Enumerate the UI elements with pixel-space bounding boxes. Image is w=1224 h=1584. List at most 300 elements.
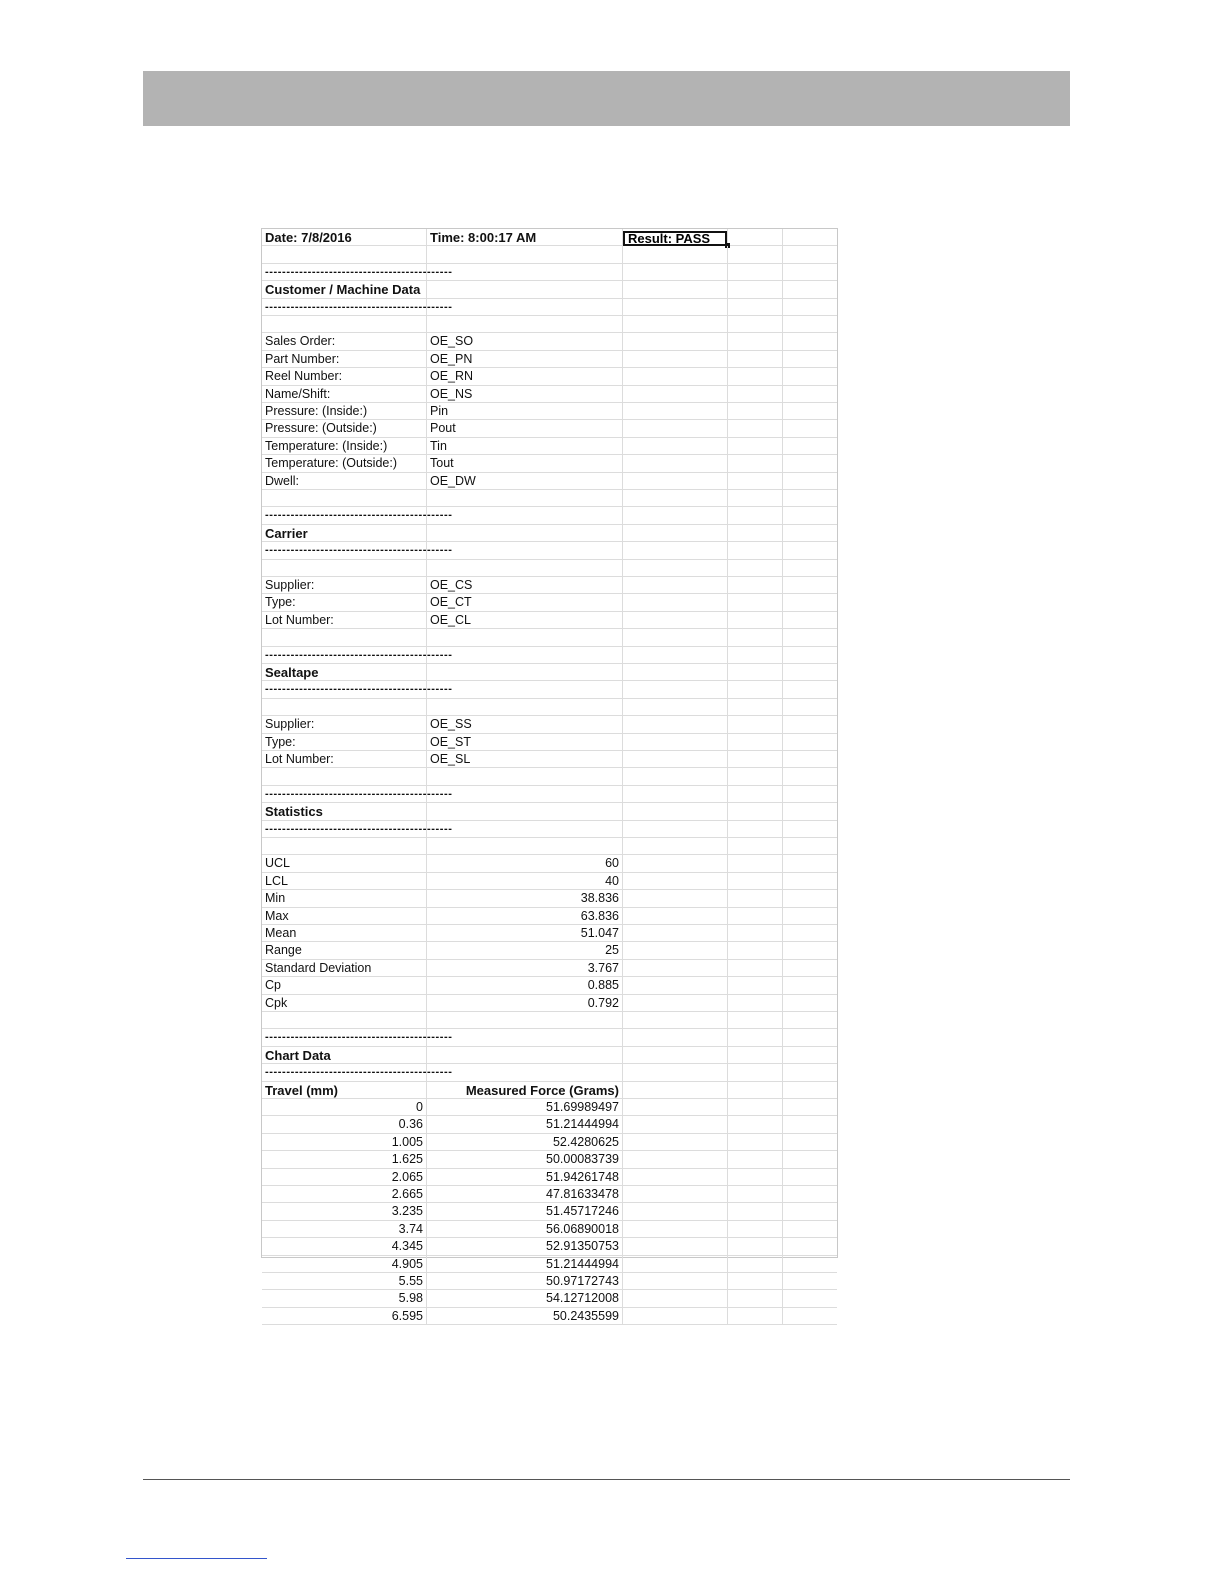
cell-c3[interactable] xyxy=(623,525,728,541)
cell-c5[interactable] xyxy=(783,507,837,523)
field-label[interactable]: LCL xyxy=(262,873,427,889)
cell-c3[interactable] xyxy=(623,455,728,471)
divider-dashes[interactable]: -------------------------------------------- xyxy=(262,299,427,315)
cell-c2[interactable] xyxy=(427,1047,623,1063)
cell-c5[interactable] xyxy=(783,873,837,889)
cell-c4[interactable] xyxy=(728,246,783,262)
cell-c5[interactable] xyxy=(783,803,837,819)
travel-value[interactable]: 0.36 xyxy=(262,1116,427,1132)
cell-c4[interactable] xyxy=(728,925,783,941)
cell-c4[interactable] xyxy=(728,1203,783,1219)
cell-c1[interactable] xyxy=(262,490,427,506)
cell-c4[interactable] xyxy=(728,403,783,419)
cell-c4[interactable] xyxy=(728,960,783,976)
cell-c3[interactable] xyxy=(623,1203,728,1219)
travel-value[interactable]: 5.55 xyxy=(262,1273,427,1289)
cell-c5[interactable] xyxy=(783,333,837,349)
cell-c5[interactable] xyxy=(783,386,837,402)
cell-c3[interactable] xyxy=(623,386,728,402)
cell-c4[interactable] xyxy=(728,838,783,854)
field-label[interactable]: Pressure: (Outside:) xyxy=(262,420,427,436)
cell-c4[interactable] xyxy=(728,490,783,506)
travel-header[interactable]: Travel (mm) xyxy=(262,1082,427,1098)
force-value[interactable]: 52.91350753 xyxy=(427,1238,623,1254)
cell-c3[interactable] xyxy=(623,942,728,958)
result-cell[interactable]: Result: PASS xyxy=(623,231,727,246)
cell-c3[interactable] xyxy=(623,925,728,941)
cell-c3[interactable] xyxy=(623,1290,728,1306)
cell-c3[interactable] xyxy=(623,264,728,280)
cell-c5[interactable] xyxy=(783,542,837,558)
cell-c2[interactable] xyxy=(427,647,623,663)
cell-c4[interactable] xyxy=(728,542,783,558)
cell-c4[interactable] xyxy=(728,1047,783,1063)
force-value[interactable]: 52.4280625 xyxy=(427,1134,623,1150)
cell-c4[interactable] xyxy=(728,699,783,715)
force-value[interactable]: 56.06890018 xyxy=(427,1221,623,1237)
field-value[interactable]: OE_CL xyxy=(427,612,623,628)
cell-c3[interactable] xyxy=(623,542,728,558)
travel-value[interactable]: 3.235 xyxy=(262,1203,427,1219)
cell-c3[interactable] xyxy=(623,751,728,767)
cell-c4[interactable] xyxy=(728,1290,783,1306)
cell-c2[interactable] xyxy=(427,507,623,523)
force-value[interactable]: 54.12712008 xyxy=(427,1290,623,1306)
force-value[interactable]: 51.21444994 xyxy=(427,1256,623,1272)
force-header[interactable]: Measured Force (Grams) xyxy=(427,1082,623,1098)
cell-c2[interactable] xyxy=(427,560,623,576)
cell-c5[interactable] xyxy=(783,577,837,593)
cell-c2[interactable] xyxy=(427,681,623,697)
cell-c3[interactable] xyxy=(623,873,728,889)
divider-dashes[interactable]: -------------------------------------------- xyxy=(262,647,427,663)
cell-c4[interactable] xyxy=(728,908,783,924)
cell-c5[interactable] xyxy=(783,594,837,610)
cell-c1[interactable] xyxy=(262,1012,427,1028)
divider-dashes[interactable]: -------------------------------------------- xyxy=(262,821,427,837)
cell-c4[interactable] xyxy=(728,1273,783,1289)
cell-c2[interactable] xyxy=(427,246,623,262)
cell-c5[interactable] xyxy=(783,1116,837,1132)
cell-c3[interactable] xyxy=(623,995,728,1011)
cell-c5[interactable] xyxy=(783,925,837,941)
field-value[interactable]: 51.047 xyxy=(427,925,623,941)
cell-c4[interactable] xyxy=(728,995,783,1011)
cell-c4[interactable] xyxy=(728,1029,783,1045)
cell-c4[interactable] xyxy=(728,1012,783,1028)
cell-c5[interactable] xyxy=(783,403,837,419)
divider-dashes[interactable]: -------------------------------------------- xyxy=(262,1029,427,1045)
field-value[interactable]: OE_PN xyxy=(427,351,623,367)
cell-c5[interactable] xyxy=(783,368,837,384)
cell-c3[interactable] xyxy=(623,1151,728,1167)
cell-c3[interactable] xyxy=(623,699,728,715)
cell-c2[interactable] xyxy=(427,264,623,280)
field-value[interactable]: 0.792 xyxy=(427,995,623,1011)
travel-value[interactable]: 4.345 xyxy=(262,1238,427,1254)
field-label[interactable]: Max xyxy=(262,908,427,924)
cell-c4[interactable] xyxy=(728,507,783,523)
cell-c1[interactable] xyxy=(262,629,427,645)
field-label[interactable]: Name/Shift: xyxy=(262,386,427,402)
cell-c3[interactable] xyxy=(623,1221,728,1237)
field-label[interactable]: Reel Number: xyxy=(262,368,427,384)
travel-value[interactable]: 1.625 xyxy=(262,1151,427,1167)
cell-c4[interactable] xyxy=(728,1116,783,1132)
cell-c4[interactable] xyxy=(728,664,783,680)
cell-c3[interactable] xyxy=(623,473,728,489)
cell-c3[interactable] xyxy=(623,1116,728,1132)
cell-c3[interactable] xyxy=(623,368,728,384)
cell-c4[interactable] xyxy=(728,386,783,402)
field-label[interactable]: Temperature: (Inside:) xyxy=(262,438,427,454)
cell-c3[interactable] xyxy=(623,299,728,315)
travel-value[interactable]: 4.905 xyxy=(262,1256,427,1272)
field-label[interactable]: Part Number: xyxy=(262,351,427,367)
cell-c1[interactable] xyxy=(262,316,427,332)
force-value[interactable]: 51.69989497 xyxy=(427,1099,623,1115)
cell-c4[interactable] xyxy=(728,751,783,767)
cell-c3[interactable] xyxy=(623,1047,728,1063)
divider-dashes[interactable]: -------------------------------------------- xyxy=(262,264,427,280)
cell-c3[interactable] xyxy=(623,821,728,837)
cell-c4[interactable] xyxy=(728,316,783,332)
cell-c4[interactable] xyxy=(728,1308,783,1324)
cell-c5[interactable] xyxy=(783,1308,837,1324)
cell-c2[interactable] xyxy=(427,542,623,558)
section-title[interactable]: Statistics xyxy=(262,803,427,819)
divider-dashes[interactable]: -------------------------------------------- xyxy=(262,681,427,697)
field-value[interactable]: OE_DW xyxy=(427,473,623,489)
cell-c5[interactable] xyxy=(783,1186,837,1202)
cell-c5[interactable] xyxy=(783,490,837,506)
cell-c4[interactable] xyxy=(728,333,783,349)
cell-c3[interactable] xyxy=(623,786,728,802)
cell-c3[interactable] xyxy=(623,855,728,871)
divider-dashes[interactable]: -------------------------------------------- xyxy=(262,1064,427,1080)
cell-c1[interactable] xyxy=(262,838,427,854)
cell-c3[interactable] xyxy=(623,1238,728,1254)
cell-c5[interactable] xyxy=(783,908,837,924)
cell-c5[interactable] xyxy=(783,838,837,854)
cell-c3[interactable] xyxy=(623,351,728,367)
cell-c4[interactable] xyxy=(728,438,783,454)
cell-c4[interactable] xyxy=(728,229,783,245)
cell-c4[interactable] xyxy=(728,525,783,541)
cell-c5[interactable] xyxy=(783,1047,837,1063)
cell-c5[interactable] xyxy=(783,890,837,906)
cell-c5[interactable] xyxy=(783,681,837,697)
force-value[interactable]: 50.2435599 xyxy=(427,1308,623,1324)
field-label[interactable]: Dwell: xyxy=(262,473,427,489)
force-value[interactable]: 51.45717246 xyxy=(427,1203,623,1219)
cell-c5[interactable] xyxy=(783,751,837,767)
cell-c5[interactable] xyxy=(783,420,837,436)
cell-c5[interactable] xyxy=(783,1082,837,1098)
cell-c3[interactable] xyxy=(623,716,728,732)
field-value[interactable]: 40 xyxy=(427,873,623,889)
cell-c2[interactable] xyxy=(427,803,623,819)
cell-c3[interactable] xyxy=(623,1064,728,1080)
cell-c4[interactable] xyxy=(728,1099,783,1115)
divider-dashes[interactable]: -------------------------------------------- xyxy=(262,507,427,523)
cell-c5[interactable] xyxy=(783,1273,837,1289)
cell-c5[interactable] xyxy=(783,786,837,802)
force-value[interactable]: 51.94261748 xyxy=(427,1169,623,1185)
cell-c5[interactable] xyxy=(783,1134,837,1150)
cell-c3[interactable] xyxy=(623,838,728,854)
field-value[interactable]: 0.885 xyxy=(427,977,623,993)
field-value[interactable]: 25 xyxy=(427,942,623,958)
cell-c4[interactable] xyxy=(728,281,783,297)
cell-c3[interactable] xyxy=(623,1169,728,1185)
field-value[interactable]: 63.836 xyxy=(427,908,623,924)
cell-c2[interactable] xyxy=(427,629,623,645)
cell-c3[interactable] xyxy=(623,629,728,645)
cell-c4[interactable] xyxy=(728,368,783,384)
cell-c4[interactable] xyxy=(728,1238,783,1254)
cell-c4[interactable] xyxy=(728,1134,783,1150)
cell-c5[interactable] xyxy=(783,351,837,367)
cell-c5[interactable] xyxy=(783,1064,837,1080)
field-label[interactable]: Temperature: (Outside:) xyxy=(262,455,427,471)
cell-c2[interactable] xyxy=(427,281,623,297)
cell-c3[interactable] xyxy=(623,1186,728,1202)
cell-c3[interactable] xyxy=(623,490,728,506)
cell-c2[interactable] xyxy=(427,1029,623,1045)
cell-c4[interactable] xyxy=(728,577,783,593)
cell-c3[interactable] xyxy=(623,681,728,697)
field-value[interactable]: OE_SS xyxy=(427,716,623,732)
cell-c4[interactable] xyxy=(728,1221,783,1237)
cell-c3[interactable] xyxy=(623,664,728,680)
cell-c4[interactable] xyxy=(728,768,783,784)
cell-c5[interactable] xyxy=(783,455,837,471)
cell-c2[interactable] xyxy=(427,699,623,715)
force-value[interactable]: 50.00083739 xyxy=(427,1151,623,1167)
field-value[interactable]: OE_ST xyxy=(427,734,623,750)
travel-value[interactable]: 2.665 xyxy=(262,1186,427,1202)
cell-c2[interactable] xyxy=(427,490,623,506)
cell-c5[interactable] xyxy=(783,1012,837,1028)
cell-c5[interactable] xyxy=(783,942,837,958)
cell-c4[interactable] xyxy=(728,977,783,993)
cell-c4[interactable] xyxy=(728,1169,783,1185)
cell-c5[interactable] xyxy=(783,246,837,262)
cell-c5[interactable] xyxy=(783,229,837,245)
cell-c2[interactable] xyxy=(427,1012,623,1028)
divider-dashes[interactable]: -------------------------------------------- xyxy=(262,786,427,802)
cell-c5[interactable] xyxy=(783,1256,837,1272)
cell-c5[interactable] xyxy=(783,1221,837,1237)
cell-c5[interactable] xyxy=(783,316,837,332)
cell-c5[interactable] xyxy=(783,1029,837,1045)
field-value[interactable]: 3.767 xyxy=(427,960,623,976)
field-value[interactable]: Pin xyxy=(427,403,623,419)
cell-c5[interactable] xyxy=(783,1238,837,1254)
field-label[interactable]: Supplier: xyxy=(262,577,427,593)
field-label[interactable]: Range xyxy=(262,942,427,958)
cell-c3[interactable] xyxy=(623,1273,728,1289)
cell-c2[interactable] xyxy=(427,821,623,837)
field-value[interactable]: 38.836 xyxy=(427,890,623,906)
cell-c5[interactable] xyxy=(783,855,837,871)
date-cell[interactable]: Date: 7/8/2016 xyxy=(262,229,427,245)
field-label[interactable]: Type: xyxy=(262,594,427,610)
cell-c4[interactable] xyxy=(728,1256,783,1272)
field-label[interactable]: Lot Number: xyxy=(262,751,427,767)
cell-c3[interactable] xyxy=(623,577,728,593)
field-label[interactable]: Lot Number: xyxy=(262,612,427,628)
cell-c5[interactable] xyxy=(783,629,837,645)
cell-c3[interactable] xyxy=(623,333,728,349)
field-label[interactable]: Min xyxy=(262,890,427,906)
cell-c2[interactable] xyxy=(427,525,623,541)
cell-c3[interactable] xyxy=(623,1012,728,1028)
cell-c4[interactable] xyxy=(728,942,783,958)
cell-c4[interactable] xyxy=(728,1082,783,1098)
cell-c3[interactable] xyxy=(623,890,728,906)
cell-c5[interactable] xyxy=(783,1169,837,1185)
force-value[interactable]: 51.21444994 xyxy=(427,1116,623,1132)
cell-c5[interactable] xyxy=(783,716,837,732)
field-value[interactable]: Tout xyxy=(427,455,623,471)
cell-c3[interactable] xyxy=(623,438,728,454)
cell-c2[interactable] xyxy=(427,1064,623,1080)
divider-dashes[interactable]: -------------------------------------------- xyxy=(262,542,427,558)
cell-c5[interactable] xyxy=(783,473,837,489)
cell-c4[interactable] xyxy=(728,351,783,367)
field-value[interactable]: OE_SL xyxy=(427,751,623,767)
cell-c4[interactable] xyxy=(728,734,783,750)
cell-c5[interactable] xyxy=(783,664,837,680)
cell-c1[interactable] xyxy=(262,768,427,784)
cell-c4[interactable] xyxy=(728,890,783,906)
field-label[interactable]: Cpk xyxy=(262,995,427,1011)
cell-c2[interactable] xyxy=(427,299,623,315)
cell-c3[interactable] xyxy=(623,908,728,924)
cell-c5[interactable] xyxy=(783,612,837,628)
cell-c3[interactable] xyxy=(623,420,728,436)
cell-c3[interactable] xyxy=(623,594,728,610)
field-value[interactable]: Tin xyxy=(427,438,623,454)
cell-c4[interactable] xyxy=(728,647,783,663)
cell-c5[interactable] xyxy=(783,647,837,663)
cell-c1[interactable] xyxy=(262,699,427,715)
cell-c3[interactable] xyxy=(623,403,728,419)
cell-c4[interactable] xyxy=(728,681,783,697)
cell-c5[interactable] xyxy=(783,1099,837,1115)
cell-c3[interactable] xyxy=(623,647,728,663)
field-value[interactable]: Pout xyxy=(427,420,623,436)
cell-c5[interactable] xyxy=(783,264,837,280)
cell-c5[interactable] xyxy=(783,560,837,576)
section-title[interactable]: Customer / Machine Data xyxy=(262,281,427,297)
cell-c5[interactable] xyxy=(783,977,837,993)
cell-c4[interactable] xyxy=(728,455,783,471)
cell-c5[interactable] xyxy=(783,525,837,541)
cell-c4[interactable] xyxy=(728,786,783,802)
field-value[interactable]: 60 xyxy=(427,855,623,871)
cell-c3[interactable] xyxy=(623,1134,728,1150)
cell-c5[interactable] xyxy=(783,821,837,837)
cell-c5[interactable] xyxy=(783,281,837,297)
cell-c4[interactable] xyxy=(728,855,783,871)
cell-c5[interactable] xyxy=(783,299,837,315)
cell-c2[interactable] xyxy=(427,768,623,784)
cell-c5[interactable] xyxy=(783,960,837,976)
cell-c3[interactable] xyxy=(623,1029,728,1045)
cell-c3[interactable] xyxy=(623,768,728,784)
travel-value[interactable]: 2.065 xyxy=(262,1169,427,1185)
cell-c4[interactable] xyxy=(728,803,783,819)
cell-c2[interactable] xyxy=(427,316,623,332)
cell-c3[interactable] xyxy=(623,734,728,750)
cell-c3[interactable] xyxy=(623,960,728,976)
cell-c5[interactable] xyxy=(783,699,837,715)
cell-c4[interactable] xyxy=(728,1064,783,1080)
cell-c1[interactable] xyxy=(262,560,427,576)
force-value[interactable]: 50.97172743 xyxy=(427,1273,623,1289)
force-value[interactable]: 47.81633478 xyxy=(427,1186,623,1202)
cell-c4[interactable] xyxy=(728,264,783,280)
travel-value[interactable]: 3.74 xyxy=(262,1221,427,1237)
cell-c1[interactable] xyxy=(262,246,427,262)
cell-c3[interactable] xyxy=(623,246,728,262)
travel-value[interactable]: 5.98 xyxy=(262,1290,427,1306)
cell-c3[interactable] xyxy=(623,612,728,628)
cell-c5[interactable] xyxy=(783,1290,837,1306)
section-title[interactable]: Chart Data xyxy=(262,1047,427,1063)
field-label[interactable]: Pressure: (Inside:) xyxy=(262,403,427,419)
field-label[interactable]: Sales Order: xyxy=(262,333,427,349)
field-label[interactable]: Type: xyxy=(262,734,427,750)
field-value[interactable]: OE_RN xyxy=(427,368,623,384)
field-value[interactable]: OE_SO xyxy=(427,333,623,349)
cell-c2[interactable] xyxy=(427,664,623,680)
field-label[interactable]: Cp xyxy=(262,977,427,993)
cell-c4[interactable] xyxy=(728,299,783,315)
cell-c3[interactable] xyxy=(623,507,728,523)
field-label[interactable]: Mean xyxy=(262,925,427,941)
field-label[interactable]: Standard Deviation xyxy=(262,960,427,976)
cell-c3[interactable] xyxy=(623,803,728,819)
cell-c3[interactable] xyxy=(623,281,728,297)
cell-c3[interactable] xyxy=(623,977,728,993)
cell-c4[interactable] xyxy=(728,1186,783,1202)
cell-c3[interactable] xyxy=(623,1308,728,1324)
cell-c4[interactable] xyxy=(728,873,783,889)
section-title[interactable]: Sealtape xyxy=(262,664,427,680)
cell-c4[interactable] xyxy=(728,560,783,576)
section-title[interactable]: Carrier xyxy=(262,525,427,541)
field-value[interactable]: OE_CT xyxy=(427,594,623,610)
cell-c5[interactable] xyxy=(783,438,837,454)
field-value[interactable]: OE_CS xyxy=(427,577,623,593)
cell-c2[interactable] xyxy=(427,838,623,854)
travel-value[interactable]: 6.595 xyxy=(262,1308,427,1324)
cell-c5[interactable] xyxy=(783,1151,837,1167)
field-value[interactable]: OE_NS xyxy=(427,386,623,402)
cell-c3[interactable] xyxy=(623,1099,728,1115)
travel-value[interactable]: 0 xyxy=(262,1099,427,1115)
cell-c3[interactable] xyxy=(623,316,728,332)
cell-c4[interactable] xyxy=(728,612,783,628)
field-label[interactable]: UCL xyxy=(262,855,427,871)
cell-c5[interactable] xyxy=(783,1203,837,1219)
cell-c4[interactable] xyxy=(728,420,783,436)
cell-c4[interactable] xyxy=(728,594,783,610)
